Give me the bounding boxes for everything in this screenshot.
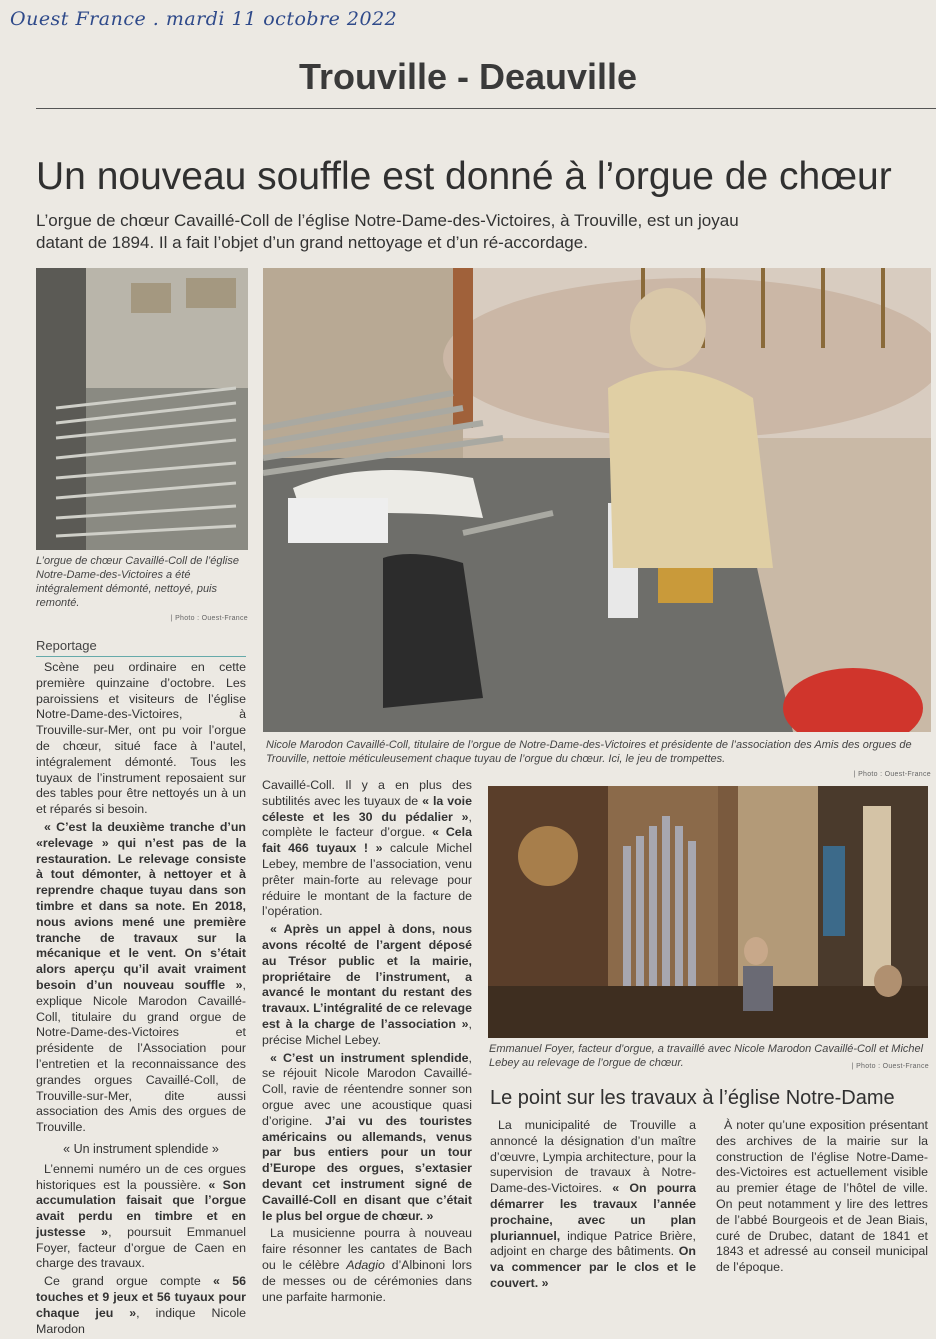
col2-text-4b: d’Albinoni lors de messes ou de cérémonies dans une parfaite harmonie.	[262, 1257, 472, 1304]
article-column-1	[36, 660, 246, 1339]
col1-paragraph-3	[36, 1162, 246, 1273]
col2-paragraph-4	[262, 1226, 472, 1305]
photo1-caption	[36, 554, 248, 626]
col1-paragraph-2	[36, 820, 246, 1136]
headline: Un nouveau souffle est donné à l’orgue de chœur	[36, 155, 892, 198]
kicker-reportage: Reportage	[36, 638, 246, 657]
photo-organ-builder	[488, 786, 928, 1038]
cleaning-pipes-image	[263, 268, 931, 732]
photo3-credit: | Photo : Ouest-France	[851, 1063, 929, 1070]
box-left-quote-1: « On pourra démarrer les travaux l’année prochaine, avec un plan pluriannuel,	[490, 1181, 696, 1243]
col1-text-3a: L’ennemi numéro un de ces orgues historiques est la poussière.	[36, 1161, 246, 1192]
col2-text-4a: La musicienne pourra à nouveau faire résonner les cantates de Bach ou le célèbre	[262, 1226, 472, 1272]
box-left-text-a: La municipalité de Trouville a annoncé la désignation d’un maître d’œuvre, Lympia architecture, pour la supervision de travaux à Notre-Dame-des-Victoires.	[490, 1118, 696, 1196]
col2-text-1a: Cavaillé-Coll. Il y a en plus des subtilités avec les tuyaux de	[262, 778, 472, 808]
organ-pipes-image	[36, 268, 248, 550]
photo2-caption	[266, 738, 931, 782]
col2-quote-2: « Cela fait 466 tuyaux ! »	[262, 825, 472, 856]
col1-quote-1: « C’est la deuxième tranche d’un «relevage » qui n’est pas de la restauration. Le relevage consiste à tout démonter, à nettoyer et à reprendre chaque tuyau dans son timbre et dans sa note. En 2018, nous avions mené une première tranche de travaux sur la mécanique et le vent. On s’était alors aperçu qu’il avait vraiment besoin d’un nouveau souffle »	[36, 819, 246, 992]
photo3-caption-text: Emmanuel Foyer, facteur d’orgue, a travaillé avec Nicole Marodon Cavaillé-Coll et Michel Lebey au relevage de l’orgue de chœur.	[489, 1043, 924, 1069]
col1-paragraph-1: Scène peu ordinaire en cette première quinzaine d’octobre. Les paroissiens et visiteurs de l’église Notre-Dame-des-Victoires, à Trouville-sur-Mer, ont pu voir l’orgue de chœur, situé face à l’autel, intégralement démonté. Tous les tuyaux de l’instrument reposaient sur des tables pour être nettoyés un à un et réparés si besoin.	[36, 660, 246, 817]
photo3-caption	[489, 1042, 929, 1074]
box-column-right	[716, 1118, 928, 1278]
col2-text-2b: , précise Michel Lebey.	[262, 1016, 472, 1047]
organ-builder-image	[488, 786, 928, 1038]
subhead-instrument: « Un instrument splendide »	[63, 1141, 219, 1156]
col1-text-2: , explique Nicole Marodon Cavaillé-Coll, titulaire du grand orgue de Notre-Dame-des-Victoires et présidente de l’Association pour l’entretien et la reconnaissance des grandes orgues Cavaillé-Coll, de Trouville-sur-Mer, dite aussi association des Amis des orgues de Trouville.	[36, 977, 246, 1135]
box-right-paragraph: À noter qu’une exposition présentant des archives de la mairie sur la construction de l’église Notre-Dame-des-Victoires est actuellement visible au premier étage de l’hôtel de ville. On peut notamment y lire des lettres de l’abbé Bourgeois et de Jean Biais, curé de Drubec, datant de 1841 et 1843 et adressé au conseil municipal de l’époque.	[716, 1118, 928, 1275]
box-title: Le point sur les travaux à l’église Notre-Dame	[490, 1087, 895, 1109]
col2-text-3a: , se réjouit Nicole Marodon Cavaillé-Coll, ravie de réentendre sonner son orgue avec une acoustique quasi d’origine.	[262, 1050, 472, 1128]
col1-text-4a: Ce grand orgue compte	[44, 1274, 214, 1289]
col1-quote-2: « Son accumulation faisait que l’orgue avait perdu en timbre et en justesse »	[36, 1177, 246, 1239]
box-column-left	[490, 1118, 696, 1294]
rubric-rule	[36, 108, 936, 109]
col2-text-1c: calcule Michel Lebey, membre de l’association, venu prêter main-forte au relevage pour réduire le montant de la facture de l’opération.	[262, 841, 472, 919]
col2-quote-1: « la voie céleste et les 30 du pédalier »	[262, 793, 472, 824]
col2-text-1b: , complète le facteur d’orgue.	[262, 809, 472, 840]
col2-paragraph-1	[262, 778, 472, 920]
col2-paragraph-2	[262, 922, 472, 1048]
col2-quote-4: « C’est un instrument splendide	[270, 1050, 469, 1065]
photo2-caption-text: Nicole Marodon Cavaillé-Coll, titulaire de l’orgue de Notre-Dame-des-Victoires et présidente de l’association des Amis des orgues de Trouville, nettoie méticuleusement chaque tuyau de l’orgue du chœur. Ici, le jeu de trompettes.	[266, 739, 912, 765]
photo1-caption-text: L’orgue de chœur Cavaillé-Coll de l’église Notre-Dame-des-Victoires a été intégralement démonté, nettoyé, puis remonté.	[36, 555, 239, 609]
box-left-quote-2: On va commencer par le clos et le couvert. »	[490, 1244, 696, 1290]
handwritten-note: Ouest France . mardi 11 octobre 2022	[10, 8, 398, 30]
box-left-text-b: indique Patrice Brière, adjoint en charge des bâtiments.	[490, 1228, 696, 1259]
photo2-credit: | Photo : Ouest-France	[853, 771, 931, 778]
box-left-paragraph	[490, 1118, 696, 1292]
col1-text-3b: , poursuit Emmanuel Foyer, facteur d’orgue de Caen en charge des travaux.	[36, 1224, 246, 1271]
col2-adagio: Adagio	[346, 1257, 385, 1272]
intro-text: L’orgue de chœur Cavaillé-Coll de l’église Notre-Dame-des-Victoires, à Trouville, est un joyau datant de 1894. Il a fait l’objet d’un grand nettoyage et d’un ré-accordage.	[36, 211, 739, 252]
photo-cleaning-pipes	[263, 268, 931, 732]
section-rubric: Trouville - Deauville	[298, 56, 638, 97]
col2-quote-3: « Après un appel à dons, nous avons récolté de l’argent déposé au Trésor public et la mairie, propriétaire de l’instrument, a avancé le montant du restant des travaux. L’intégralité de ce relevage est à la charge de l’association »	[262, 922, 472, 1031]
col2-paragraph-3	[262, 1051, 472, 1225]
col1-text-4b: , indique Nicole Marodon	[36, 1305, 246, 1336]
col1-quote-3: « 56 touches et 9 jeux et 56 tuyaux pour chaque jeu »	[36, 1274, 246, 1320]
col1-paragraph-4	[36, 1274, 246, 1337]
col2-quote-5: J’ai vu des touristes américains ou allemands, venus par bus entiers pour un tour d’Europe des orgues, s’extasier devant cet instrument signé de Cavaillé-Coll en disant que c’était le plus bel orgue de chœur. »	[262, 1113, 472, 1223]
article-column-2	[262, 778, 472, 1307]
photo1-credit: | Photo : Ouest-France	[170, 615, 248, 622]
photo-organ-pipes	[36, 268, 248, 550]
